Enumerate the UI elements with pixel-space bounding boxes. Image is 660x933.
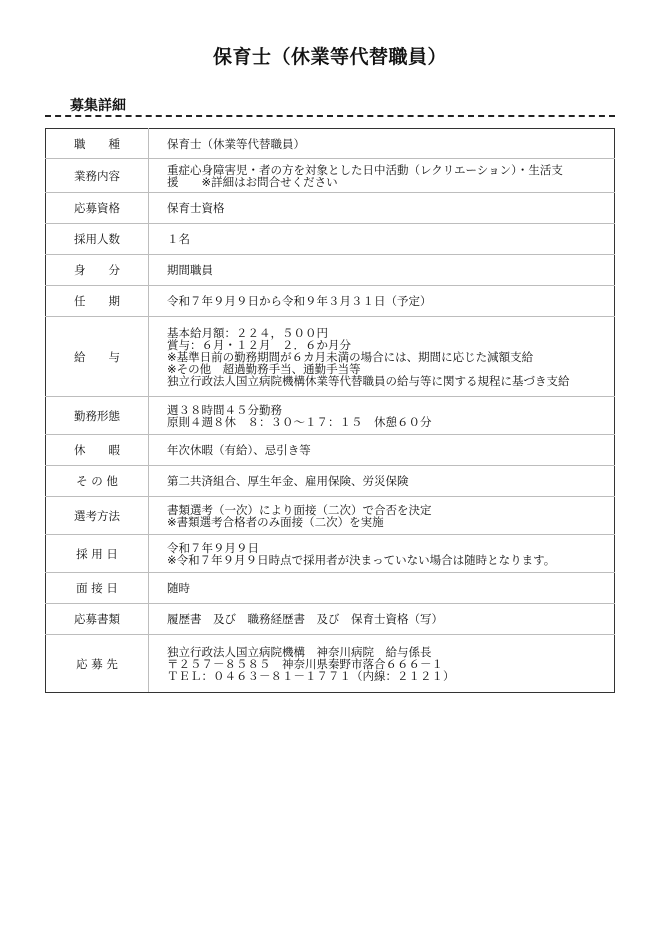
row-value-line: 履歴書 及び 職務経歴書 及び 保育士資格（写） [167, 612, 443, 626]
table-row [46, 635, 615, 693]
row-value-line: 賞与：６月・１２月 ２．６か月分 [167, 337, 351, 352]
row-value [149, 224, 615, 255]
row-value-line: ＴＥＬ：０４６３－８１－１７７１（内線：２１２１） [167, 668, 455, 683]
row-label: 任 期 [46, 286, 149, 317]
row-label: 給 与 [46, 317, 149, 397]
row-value [149, 635, 615, 693]
row-value-line: 保育士（休業等代替職員） [167, 136, 305, 151]
row-value-line: 独立行政法人国立病院機構休業等代替職員の給与等に関する規程に基づき支給 [167, 373, 570, 388]
row-value-line: 令和７年９月９日から令和９年３月３１日（予定） [167, 294, 432, 308]
table-row [46, 129, 615, 159]
page-title: 保育士（休業等代替職員） [212, 46, 447, 68]
row-value-line: 〒２５７－８５８５ 神奈川県秦野市落合６６６－１ [167, 656, 443, 671]
row-value-line: 令和７年９月９日 [167, 540, 259, 555]
row-value-line: 第二共済組合、厚生年金、雇用保険、労災保険 [167, 474, 409, 488]
row-value-line: 保育士資格 [167, 201, 225, 215]
row-value-line: 重症心身障害児・者の方を対象とした日中活動（レクリエーション）・生活支 [167, 162, 563, 177]
row-value [149, 573, 615, 604]
table-row [46, 604, 615, 635]
row-value-line: 原則４週８休 ８：３０～１７：１５ 休憩６０分 [167, 414, 432, 429]
row-label: 身 分 [46, 255, 149, 286]
details-table [45, 128, 615, 693]
row-value [149, 535, 615, 573]
table-row [46, 573, 615, 604]
row-value [149, 466, 615, 497]
row-label: 選考方法 [46, 497, 149, 535]
row-label: 業務内容 [46, 159, 149, 193]
row-value [149, 159, 615, 193]
row-label: 面 接 日 [46, 573, 149, 604]
row-value [149, 604, 615, 635]
table-row [46, 224, 615, 255]
row-value-line: 独立行政法人国立病院機構 神奈川病院 給与係長 [167, 644, 432, 659]
table-row [46, 535, 615, 573]
section-heading: 募集詳細 [70, 98, 126, 114]
row-value-line: １名 [167, 232, 190, 246]
row-label: 応募資格 [46, 193, 149, 224]
row-label: 勤務形態 [46, 397, 149, 435]
row-value [149, 193, 615, 224]
row-label: 職 種 [46, 129, 149, 159]
table-row [46, 193, 615, 224]
table-row [46, 435, 615, 466]
row-value-line: 随時 [167, 581, 190, 595]
row-value-line: 年次休暇（有給）、忌引き等 [167, 443, 311, 457]
table-row [46, 317, 615, 397]
row-value [149, 317, 615, 397]
table-row [46, 159, 615, 193]
section-divider [45, 115, 615, 117]
row-value-line: 援 ※詳細はお問合せください [167, 174, 338, 189]
table-row [46, 466, 615, 497]
table-row [46, 497, 615, 535]
row-value-line: 基本給月額：２２４，５００円 [167, 325, 328, 340]
table-row [46, 286, 615, 317]
row-value-line: ※基準日前の勤務期間が６カ月未満の場合には、期間に応じた減額支給 [167, 349, 534, 364]
row-label: そ の 他 [46, 466, 149, 497]
row-value-line: 期間職員 [167, 263, 213, 277]
row-value [149, 255, 615, 286]
row-label: 応募書類 [46, 604, 149, 635]
row-value-line: ※書類選考合格者のみ面接（二次）を実施 [167, 514, 384, 529]
row-value-line: ※その他 超過勤務手当、通勤手当等 [167, 361, 361, 376]
row-value [149, 129, 615, 159]
table-row [46, 255, 615, 286]
row-value-line: 書類選考（一次）により面接（二次）で合否を決定 [167, 502, 432, 517]
row-value-line: 週３８時間４５分勤務 [167, 402, 282, 417]
table-row [46, 397, 615, 435]
row-label: 応 募 先 [46, 635, 149, 693]
row-label: 採用人数 [46, 224, 149, 255]
row-label: 採 用 日 [46, 535, 149, 573]
row-label: 休 暇 [46, 435, 149, 466]
row-value-line: ※令和７年９月９日時点で採用者が決まっていない場合は随時となります。 [167, 552, 556, 567]
row-value [149, 397, 615, 435]
row-value [149, 497, 615, 535]
row-value [149, 435, 615, 466]
row-value [149, 286, 615, 317]
